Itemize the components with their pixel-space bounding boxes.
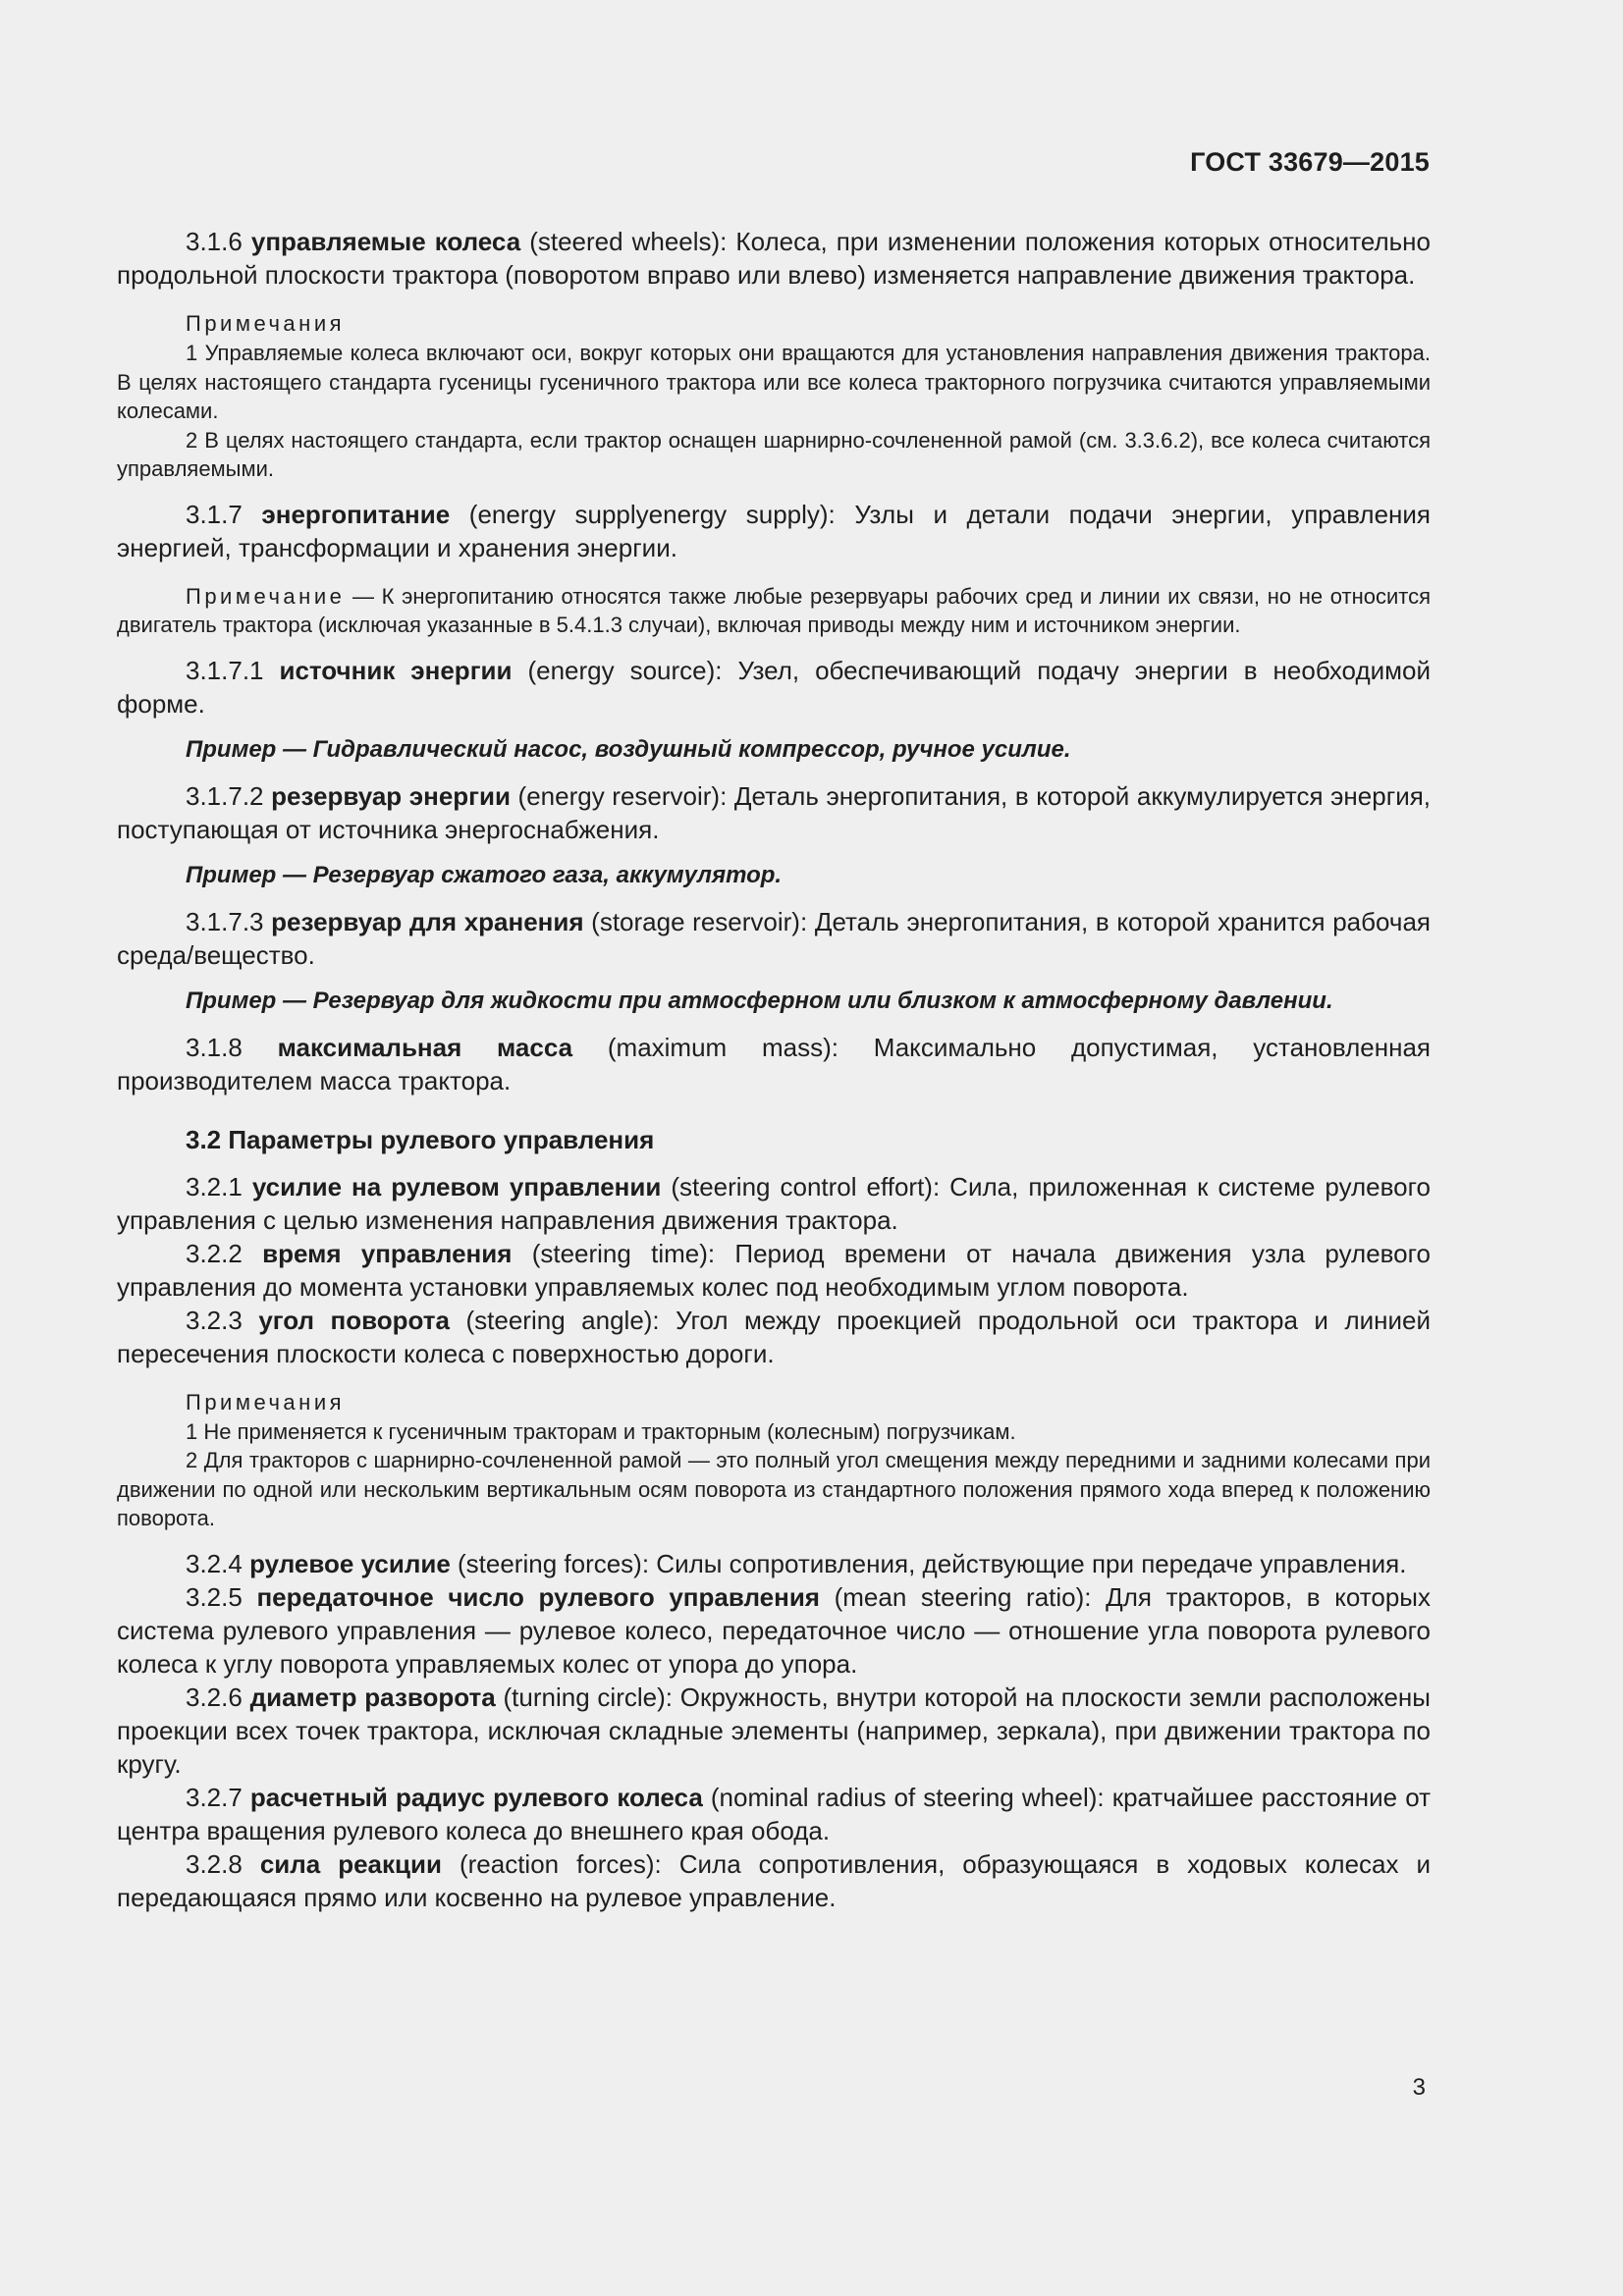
- clause-number: 3.2.5: [186, 1581, 257, 1612]
- definition-3-2-3: [117, 1304, 1431, 1370]
- term: максимальная масса: [277, 1032, 573, 1062]
- note-item: 2 В целях настоящего стандарта, если трактор оснащен шарнирно-сочлененной рамой (см. 3.3.6.2), все колеса считаются управляемыми.: [117, 427, 1431, 481]
- clause-number: 3.1.8: [186, 1032, 278, 1062]
- clause-number: 3.2.7: [186, 1782, 250, 1812]
- definition-text: (steering control effort): Сила, приложенная к системе рулевого управления с целью изменения направления движения трактора.: [117, 1171, 1431, 1235]
- clause-number: 3.1.7.3: [186, 906, 272, 936]
- term: угол поворота: [258, 1305, 450, 1335]
- notes-heading: Примечания: [186, 311, 346, 336]
- definition-3-2-4: [117, 1547, 1431, 1580]
- definition-3-2-5: [117, 1580, 1431, 1681]
- clause-number: 3.2.6: [186, 1682, 250, 1712]
- definition-text: (turning circle): Окружность, внутри которой на плоскости земли расположены проекции всех точек трактора, исключая складные элементы (например, зеркала), при движении трактора по кругу.: [117, 1682, 1431, 1779]
- clause-number: 3.1.7.1: [186, 655, 280, 685]
- section-title: 3.2 Параметры рулевого управления: [186, 1124, 655, 1154]
- definition-text: (maximum mass): Максимально допустимая, установленная производителем масса трактора.: [117, 1032, 1431, 1095]
- term: резервуар для хранения: [271, 906, 584, 936]
- definition-text: (energy source): Узел, обеспечивающий подачу энергии в необходимой форме.: [117, 655, 1431, 719]
- term: рулевое усилие: [249, 1548, 451, 1578]
- definition-text: (nominal radius of steering wheel): кратчайшее расстояние от центра вращения рулевого колеса до внешнего края обода.: [117, 1782, 1431, 1845]
- notes-block-3: [117, 1388, 1431, 1533]
- clause-number: 3.1.7: [186, 499, 262, 529]
- notes-block-1: [117, 309, 1431, 484]
- definition-3-2-1: [117, 1170, 1431, 1237]
- term: сила реакции: [259, 1848, 442, 1879]
- definition-text: (mean steering ratio): Для тракторов, в которых система рулевого управления — рулевое колесо, передаточное число — отношение угла поворота рулевого колеса к углу поворота управляемых колес от упора до упора.: [117, 1581, 1431, 1679]
- note-label: Примечание: [186, 583, 346, 609]
- clause-number: 3.2.1: [186, 1171, 252, 1201]
- definition-3-2-7: [117, 1781, 1431, 1847]
- clause-number: 3.2.3: [186, 1305, 259, 1335]
- note-item: 1 Не применяется к гусеничным тракторам и тракторным (колесным) погрузчикам.: [186, 1418, 1016, 1444]
- definition-text: (steering forces): Силы сопротивления, действующие при передаче управления.: [450, 1548, 1407, 1578]
- term: источник энергии: [279, 655, 513, 685]
- definition-3-2-8: [117, 1847, 1431, 1914]
- definition-3-2-6: [117, 1681, 1431, 1781]
- page-number: 3: [1412, 2074, 1426, 2101]
- definition-text: (reaction forces): Сила сопротивления, образующаяся в ходовых колесах и передающаяся прямо или косвенно на рулевое управление.: [117, 1848, 1431, 1912]
- definition-3-1-7-2: [117, 779, 1431, 846]
- term: расчетный радиус рулевого колеса: [249, 1782, 703, 1812]
- definition-text: (steered wheels): Колеса, при изменении положения которых относительно продольной плоскости трактора (поворотом вправо или влево) изменяется направление движения трактора.: [117, 227, 1431, 290]
- clause-number: 3.1.6: [186, 227, 251, 256]
- definition-text: (energy reservoir): Деталь энергопитания, в которой аккумулируется энергия, поступающая от источника энергоснабжения.: [117, 780, 1432, 844]
- definition-3-1-8: [117, 1031, 1431, 1097]
- note-item: 2 Для тракторов с шарнирно-сочлененной рамой — это полный угол смещения между передними и задними колесами при движении по одной или нескольким вертикальным осям поворота из стандартного положения прямого хода вперед к положению поворота.: [117, 1448, 1431, 1530]
- definition-text: (energy supplyenergy supply): Узлы и детали подачи энергии, управления энергией, трансформации и хранения энергии.: [117, 499, 1431, 562]
- definition-text: (steering angle): Угол между проекцией продольной оси трактора и линией пересечения плоскости колеса с поверхностью дороги.: [117, 1305, 1432, 1368]
- note-text: — К энергопитанию относятся также любые резервуары рабочих сред и линии их связи, но не относится двигатель трактора (исключая указанные в 5.4.1.3 случаи), включая приводы между ним и источником энергии.: [117, 583, 1431, 637]
- definition-3-1-7-3: [117, 905, 1431, 972]
- term: усилие на рулевом управлении: [251, 1171, 662, 1201]
- clause-number: 3.1.7.2: [186, 780, 272, 811]
- definition-3-1-7: [117, 498, 1431, 564]
- definition-3-2-2: [117, 1237, 1431, 1304]
- clause-number: 3.2.4: [186, 1548, 250, 1578]
- definition-text: (steering time): Период времени от начала движения узла рулевого управления до момента установки управляемых колес под необходимым углом поворота.: [117, 1238, 1432, 1302]
- notes-heading: Примечания: [186, 1389, 346, 1415]
- document-body: [117, 225, 1431, 1914]
- clause-number: 3.2.2: [186, 1238, 263, 1268]
- example-text: Пример — Резервуар сжатого газа, аккумулятор.: [186, 861, 783, 888]
- term: передаточное число рулевого управления: [256, 1581, 820, 1612]
- example-text: Пример — Гидравлический насос, воздушный компрессор, ручное усилие.: [186, 735, 1071, 763]
- definition-3-1-7-1: [117, 654, 1431, 721]
- term: энергопитание: [261, 499, 451, 529]
- note-single: [117, 582, 1431, 640]
- example-text: Пример — Резервуар для жидкости при атмосферном или близком к атмосферному давлении.: [186, 987, 1333, 1014]
- term: время управления: [262, 1238, 513, 1268]
- note-item: 1 Управляемые колеса включают оси, вокруг которых они вращаются для установления направления движения трактора. В целях настоящего стандарта гусеницы гусеничного трактора или все колеса тракторного погрузчика считаются управляемыми колесами.: [117, 341, 1431, 423]
- definition-3-1-6: [117, 225, 1431, 292]
- definition-text: (storage reservoir): Деталь энергопитания, в которой хранится рабочая среда/вещество.: [117, 906, 1431, 970]
- term: резервуар энергии: [271, 780, 511, 811]
- document-code-header: ГОСТ 33679—2015: [1190, 147, 1430, 177]
- clause-number: 3.2.8: [186, 1848, 260, 1879]
- term: диаметр разворота: [249, 1682, 496, 1712]
- term: управляемые колеса: [250, 227, 521, 256]
